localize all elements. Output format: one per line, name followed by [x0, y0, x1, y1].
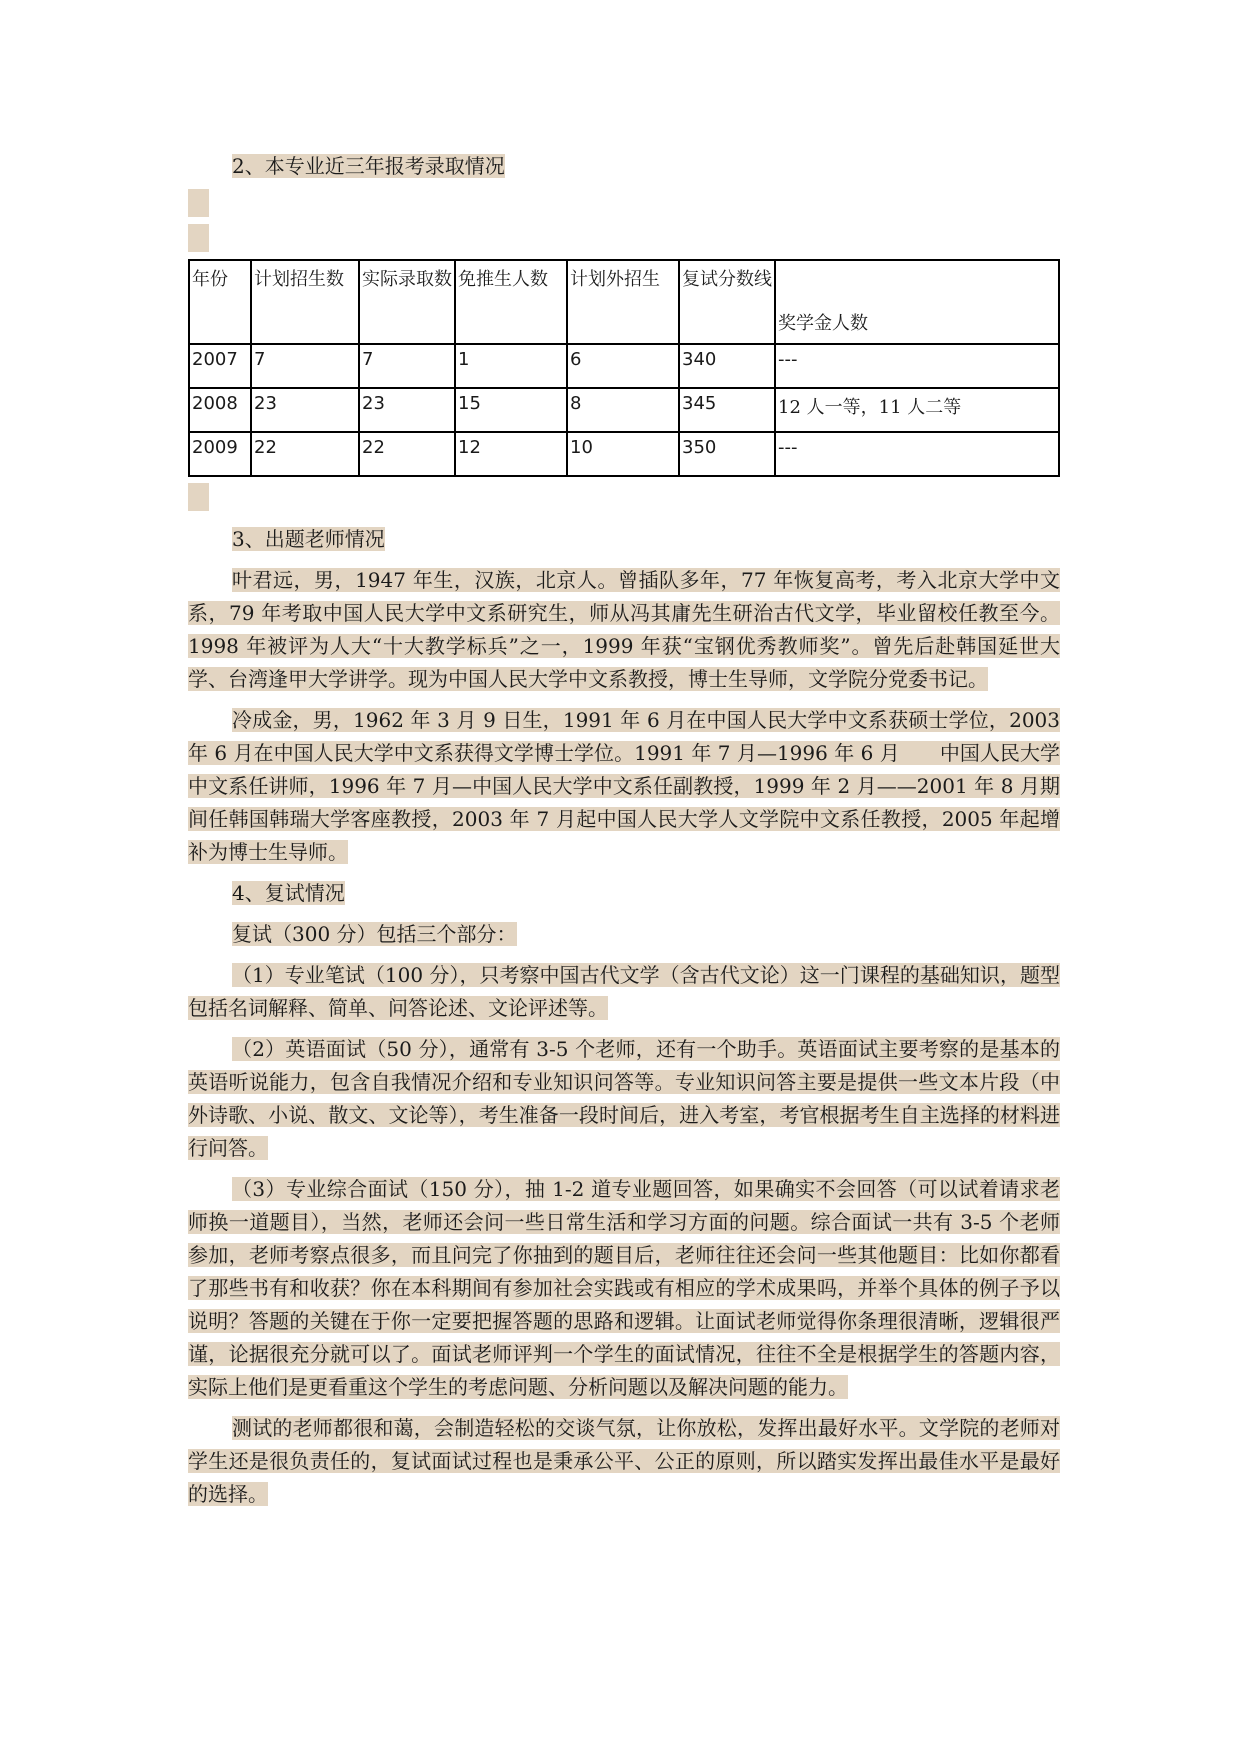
table-cell: 2009: [189, 432, 251, 476]
table-row: [189, 432, 1059, 476]
empty-highlight-line: [188, 189, 209, 217]
table-cell: 340: [679, 344, 775, 388]
table-cell: 7: [251, 344, 359, 388]
table-cell: 22: [359, 432, 455, 476]
retest-part-paragraph: （3）专业综合面试（150 分），抽 1-2 道专业题回答，如果确实不会回答（可以试着请求老师换一道题目），当然，老师还会问一些日常生活和学习方面的问题。综合面试一共有 3-5 个老师参加，老师考察点很多，而且问完了你抽到的题目后，老师往往还会问一些其他题目：比如你都看了那些书有和收获？你在本科期间有参加社会实践或有相应的学术成果吗，并举个具体的例子予以说明？答题的关键在于你一定要把握答题的思路和逻辑。让面试老师觉得你条理很清晰，逻辑很严谨，论据很充分就可以了。面试老师评判一个学生的面试情况，往往不全是根据学生的答题内容，实际上他们是更看重这个学生的考虑问题、分析问题以及解决问题的能力。: [188, 1177, 1060, 1399]
table-cell: 1: [455, 344, 567, 388]
table-cell: 2007: [189, 344, 251, 388]
table-header-cell: 年份: [189, 260, 251, 344]
retest-part-paragraph: （1）专业笔试（100 分），只考察中国古代文学（含古代文论）这一门课程的基础知识，题型包括名词解释、简单、问答论述、文论评述等。: [188, 963, 1060, 1020]
table-cell: 8: [567, 388, 679, 432]
author-bio-paragraph: 冷成金，男，1962 年 3 月 9 日生，1991 年 6 月在中国人民大学中文系获硕士学位，2003 年 6 月在中国人民大学中文系获得文学博士学位。1991 年 7 月—1996 年 6 月 中国人民大学中文系任讲师，1996 年 7 月—中国人民大学中文系任副教授，1999 年 2 月——2001 年 8 月期间任韩国韩瑞大学客座教授，2003 年 7 月起中国人民大学人文学院中文系任教授，2005 年起增补为博士生导师。: [188, 708, 1060, 864]
table-row: [189, 344, 1059, 388]
enrollment-table: [188, 259, 1060, 477]
table-header-row: [189, 260, 1059, 344]
table-cell: 22: [251, 432, 359, 476]
table-header-cell: 免推生人数: [455, 260, 567, 344]
retest-intro-paragraph: 复试（300 分）包括三个部分：: [232, 922, 517, 946]
scholarship-header-label: 奖学金人数: [778, 313, 868, 334]
table-header-cell: 复试分数线: [679, 260, 775, 344]
table-cell: 7: [359, 344, 455, 388]
table-cell: ---: [775, 344, 1059, 388]
empty-highlight-line: [188, 483, 209, 511]
table-cell: 2008: [189, 388, 251, 432]
section2-heading: 2、本专业近三年报考录取情况: [232, 154, 505, 178]
table-cell: 23: [251, 388, 359, 432]
table-cell: 12 人一等，11 人二等: [775, 388, 1059, 432]
table-cell: ---: [775, 432, 1059, 476]
table-header-cell: [775, 260, 1059, 344]
table-cell: 10: [567, 432, 679, 476]
table-cell: 15: [455, 388, 567, 432]
table-cell: 23: [359, 388, 455, 432]
retest-part-paragraph: （2）英语面试（50 分），通常有 3-5 个老师，还有一个助手。英语面试主要考察的是基本的英语听说能力，包含自我情况介绍和专业知识问答等。专业知识问答主要是提供一些文本片段（中外诗歌、小说、散文、文论等），考生准备一段时间后，进入考室，考官根据考生自主选择的材料进行问答。: [188, 1037, 1060, 1160]
table-cell: 12: [455, 432, 567, 476]
retest-closing-paragraph: 测试的老师都很和蔼，会制造轻松的交谈气氛，让你放松，发挥出最好水平。文学院的老师对学生还是很负责任的，复试面试过程也是秉承公平、公正的原则，所以踏实发挥出最佳水平是最好的选择。: [188, 1416, 1060, 1506]
section3-heading: 3、出题老师情况: [232, 527, 385, 551]
document-page: [188, 150, 1060, 1519]
section4-heading: 4、复试情况: [232, 881, 345, 905]
author-bio-paragraph: 叶君远，男，1947 年生，汉族，北京人。曾插队多年，77 年恢复高考，考入北京大学中文系，79 年考取中国人民大学中文系研究生，师从冯其庸先生研治古代文学，毕业留校任教至今。1998 年被评为人大“十大教学标兵”之一，1999 年获“宝钢优秀教师奖”。曾先后赴韩国延世大学、台湾逢甲大学讲学。现为中国人民大学中文系教授，博士生导师，文学院分党委书记。: [188, 568, 1060, 691]
empty-highlight-line: [188, 224, 209, 252]
table-header-cell: 计划外招生: [567, 260, 679, 344]
table-header-cell: 计划招生数: [251, 260, 359, 344]
table-cell: 350: [679, 432, 775, 476]
table-cell: 6: [567, 344, 679, 388]
table-header-cell: 实际录取数: [359, 260, 455, 344]
table-cell: 345: [679, 388, 775, 432]
table-row: [189, 388, 1059, 432]
